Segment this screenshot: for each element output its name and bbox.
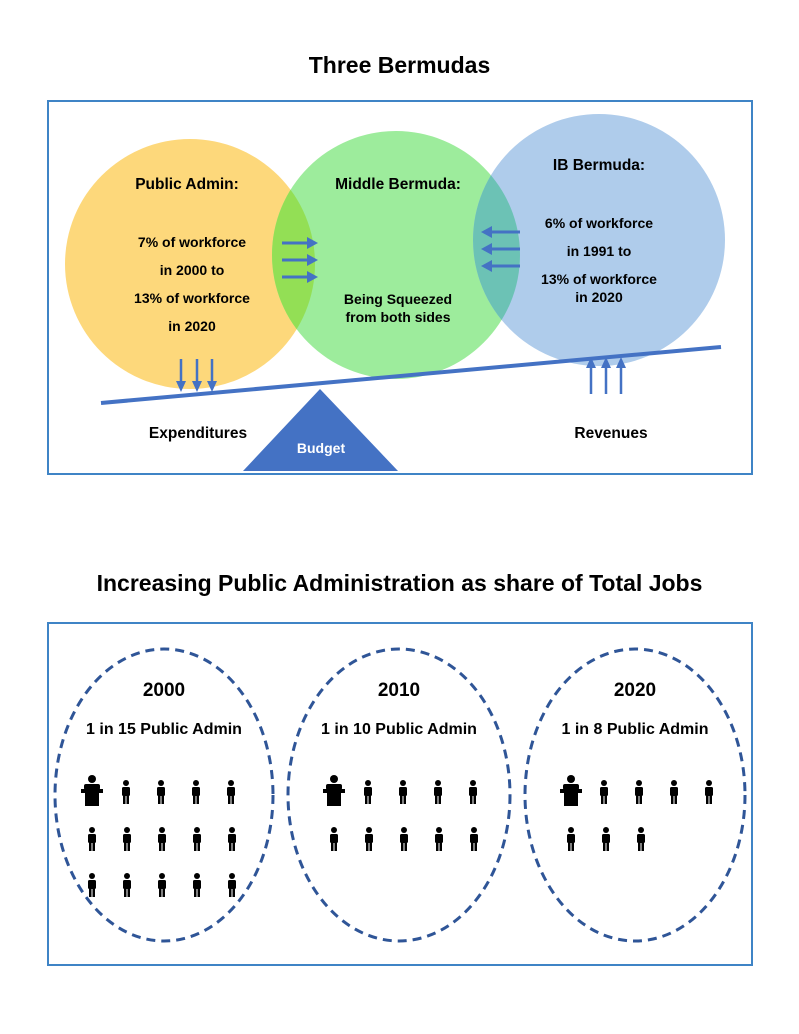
page-title-public-administration: Increasing Public Administration as share of Total Jobs (96, 570, 703, 596)
middle-bermuda-line-2: from both sides (345, 309, 451, 325)
push-left-arrows (481, 226, 520, 272)
revenues-label: Revenues (574, 425, 648, 442)
year-2010-label: 2010 (377, 680, 421, 701)
public-admin-heading: Public Admin: (135, 176, 239, 193)
ib-bermuda-line-2: in 1991 to (566, 243, 632, 259)
middle-bermuda-line-1: Being Squeezed (343, 291, 453, 307)
budget-label: Budget (296, 440, 346, 456)
revenue-up-arrows (586, 357, 626, 394)
expenditure-down-arrows (176, 359, 217, 392)
ib-bermuda-line-3: 13% of workforce (541, 271, 657, 287)
ib-bermuda-heading: IB Bermuda: (552, 157, 646, 174)
public-administration-panel (47, 622, 753, 966)
ratio-2020-label: 1 in 8 Public Admin (561, 721, 709, 738)
ratio-2010-label: 1 in 10 Public Admin (321, 721, 477, 738)
expenditures-label: Expenditures (148, 425, 248, 442)
middle-bermuda-heading: Middle Bermuda: (335, 176, 461, 193)
year-2020-label: 2020 (613, 680, 657, 701)
push-right-arrows (282, 237, 318, 283)
ratio-2000-label: 1 in 15 Public Admin (86, 721, 242, 738)
year-2000-label: 2000 (142, 680, 186, 701)
ib-bermuda-line-1: 6% of workforce (544, 215, 654, 231)
ib-bermuda-line-4: in 2020 (575, 289, 623, 305)
public-admin-line-2: in 2000 to (159, 262, 225, 278)
public-admin-line-1: 7% of workforce (137, 234, 247, 250)
public-admin-line-3: 13% of workforce (134, 290, 250, 306)
page-title-three-bermudas: Three Bermudas (308, 52, 491, 78)
public-admin-line-4: in 2020 (168, 318, 216, 334)
